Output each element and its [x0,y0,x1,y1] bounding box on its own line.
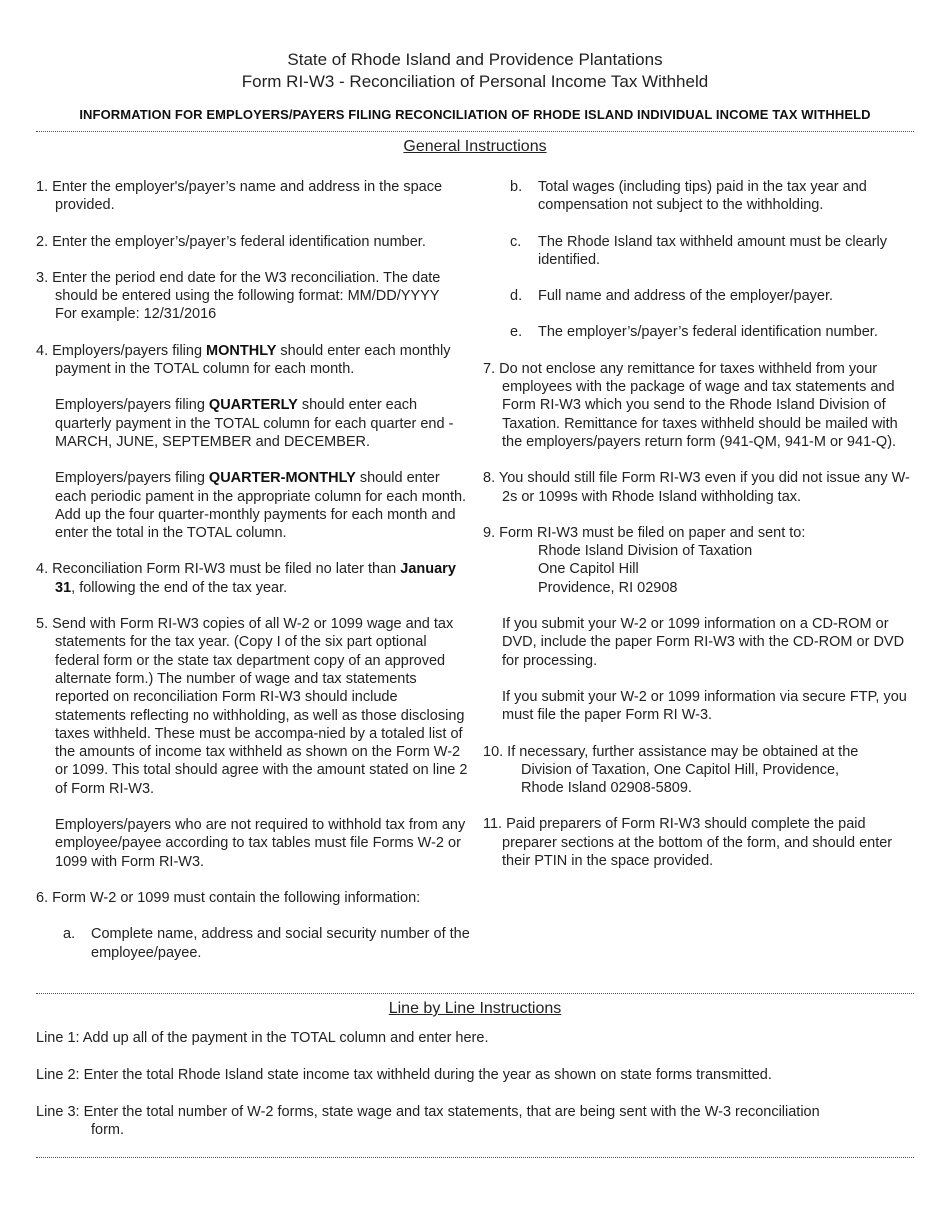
right-column [483,178,915,888]
instruction-4-monthly [36,342,470,379]
instruction-10-line1: 10. If necessary, further assistance may be obtained at the [483,743,859,760]
instruction-6a [36,925,470,962]
letter: a. [63,926,76,943]
letter: d. [510,288,523,305]
text: Employers/payers filing [55,397,209,414]
line-3-instruction: Line 3: Enter the total number of W-2 forms, state wage and tax statements, that are being sent with the W-3 reconciliation form. [36,1103,820,1138]
left-column [36,178,470,980]
form-title-line1: State of Rhode Island and Providence Plantations [287,50,663,69]
line-by-line-instructions [36,1029,914,1158]
letter: e. [510,324,523,341]
instruction-1: 1. Enter the employer's/payer’s name and address in the space provided. [36,179,443,214]
instruction-2: 2. Enter the employer’s/payer’s federal identification number. [36,233,426,250]
address-line-2: One Capitol Hill [538,561,639,578]
instruction-6d [483,287,915,305]
letter: c. [510,233,522,250]
text: Employers/payers filing [55,470,209,487]
instruction-5: 5. Send with Form RI-W3 copies of all W-2 or 1099 wage and tax statements for the tax year. (Copy I of the six part optional federal form or the state tax department copy of an approved alternate form.) The number of wage and tax statements reported on reconciliation Form RI-W3 should include statements reflecting no withholding, as well as those disclosing taxes withheld. These must be accompa-nied by a totaled list of the amounts of income tax withheld as shown on the Form W-2 or 1099. This total should agree with the amount stated on line 2 of Form RI-W3. [36,616,468,797]
line-2-instruction: Line 2: Enter the total Rhode Island state income tax withheld during the year as shown on state forms transmitted. [36,1066,772,1083]
instruction-6: 6. Form W-2 or 1099 must contain the following information: [36,889,421,906]
emphasis: QUARTERLY [208,397,298,414]
text: should enter each monthly payment in the TOTAL column for each month. [55,342,451,378]
instruction-10 [483,743,915,798]
instruction-9-text: 9. Form RI-W3 must be filed on paper and sent to: [483,524,806,541]
instruction-6b [483,178,915,215]
instruction-6a-text: Complete name, address and social security number of the employee/payee. [91,926,470,961]
instruction-4-quarterly [36,396,470,451]
emphasis: January 31 [55,561,456,596]
instruction-4b [36,560,470,597]
instruction-5-note: Employers/payers who are not required to withhold tax from any employee/payee according to tax tables must file Forms W-2 or 1099 with Form RI-W3. [55,817,466,870]
text: , following the end of the tax year. [71,579,288,596]
emphasis: QUARTER-MONTHLY [208,470,356,487]
instruction-8: 8. You should still file Form RI-W3 even if you did not issue any W-2s or 1099s with Rhode Island withholding tax. [483,470,910,505]
instruction-10-line3: Rhode Island 02908-5809. [521,780,692,797]
instruction-6b-text: Total wages (including tips) paid in the tax year and compensation not subject to the withholding. [538,179,867,214]
text: should enter each periodic pament in the appropriate column for each month. Add up the four quarter-monthly payments for each month and enter the total in the TOTAL column. [55,470,467,542]
text: 4. Employers/payers filing [36,342,207,359]
instruction-11: 11. Paid preparers of Form RI-W3 should complete the paid preparer sections at the bottom of the form, and should enter their PTIN in the space provided. [483,816,893,870]
instruction-6c [483,233,915,270]
form-title-line2: Form RI-W3 - Reconciliation of Personal Income Tax Withheld [241,72,709,91]
instruction-6c-text: The Rhode Island tax withheld amount must be clearly identified. [538,233,887,268]
instruction-9-cdrom: If you submit your W-2 or 1099 information on a CD-ROM or DVD, include the paper Form RI-W3 with the CD-ROM or DVD for processing. [502,616,905,669]
instruction-4-quarter-monthly [36,469,470,542]
instruction-9-ftp: If you submit your W-2 or 1099 information via secure FTP, you must file the paper Form RI W-3. [502,688,907,724]
instruction-3 [36,269,470,324]
line-1-instruction: Line 1: Add up all of the payment in the TOTAL column and enter here. [36,1030,489,1046]
text: 4. Reconciliation Form RI-W3 must be filed no later than [36,561,401,578]
instruction-6d-text: Full name and address of the employer/payer. [538,288,833,305]
instruction-6e [483,323,915,341]
instruction-9 [483,524,915,597]
letter: b. [510,179,523,195]
divider [36,993,914,994]
text: should enter each quarterly payment in the TOTAL column for each quarter end - MARCH, JUNE, SEPTEMBER and DECEMBER. [55,397,454,450]
address-line-1: Rhode Island Division of Taxation [538,543,753,560]
address-line-3: Providence, RI 02908 [538,579,678,596]
divider [36,1157,914,1158]
form-subtitle: INFORMATION FOR EMPLOYERS/PAYERS FILING RECONCILIATION OF RHODE ISLAND INDIVIDUAL INCOME TAX WITHHELD [79,107,871,122]
instruction-7: 7. Do not enclose any remittance for taxes withheld from your employees with the package of wage and tax statements and Form RI-W3 which you send to the Rhode Island Division of Taxation. Remittance for taxes withheld should be mailed with the employers/payers return form (941-QM, 941-M or 941-Q). [483,360,898,450]
instruction-3-example: For example: 12/31/2016 [55,306,217,323]
emphasis: MONTHLY [206,342,277,359]
mailing-address [502,542,915,597]
line-by-line-heading: Line by Line Instructions [388,1000,562,1017]
divider [36,131,914,132]
instruction-6e-text: The employer’s/payer’s federal identification number. [538,324,878,341]
instruction-3-text: 3. Enter the period end date for the W3 reconciliation. The date should be entered using the following format: MM/DD/YYYY [36,269,441,305]
instruction-10-line2: Division of Taxation, One Capitol Hill, Providence, [521,761,840,778]
general-instructions-heading: General Instructions [403,138,547,155]
